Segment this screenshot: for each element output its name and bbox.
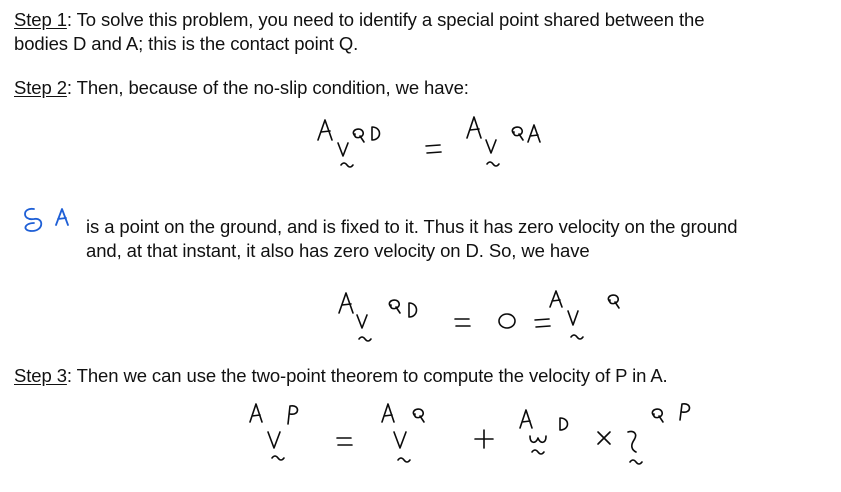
- equation-two-point-theorem: [240, 398, 720, 483]
- step1-line2: bodies D and A; this is the contact point Q.: [14, 33, 359, 54]
- note-line2: and, at that instant, it also has zero velocity on D. So, we have: [86, 240, 590, 261]
- step1-line1: [14, 9, 704, 31]
- step2-label: Step 2: [14, 77, 67, 98]
- note-line1: is a point on the ground, and is fixed to it. Thus it has zero velocity on the ground: [86, 216, 738, 237]
- step3-text: : Then we can use the two-point theorem to compute the velocity of P in A.: [66, 365, 668, 386]
- equation-no-slip: [300, 110, 580, 185]
- step2-line: [14, 77, 469, 99]
- step1-label: Step 1: [14, 9, 67, 30]
- equation-zero-velocity: [335, 285, 655, 355]
- step3-label: Step 3: [14, 365, 67, 386]
- ground-point-qa-icon: [20, 203, 70, 233]
- step3-line: [14, 365, 668, 387]
- step1-text-1: : To solve this problem, you need to identify a special point shared between the: [66, 9, 705, 30]
- step2-text: : Then, because of the no-slip condition, we have:: [66, 77, 469, 98]
